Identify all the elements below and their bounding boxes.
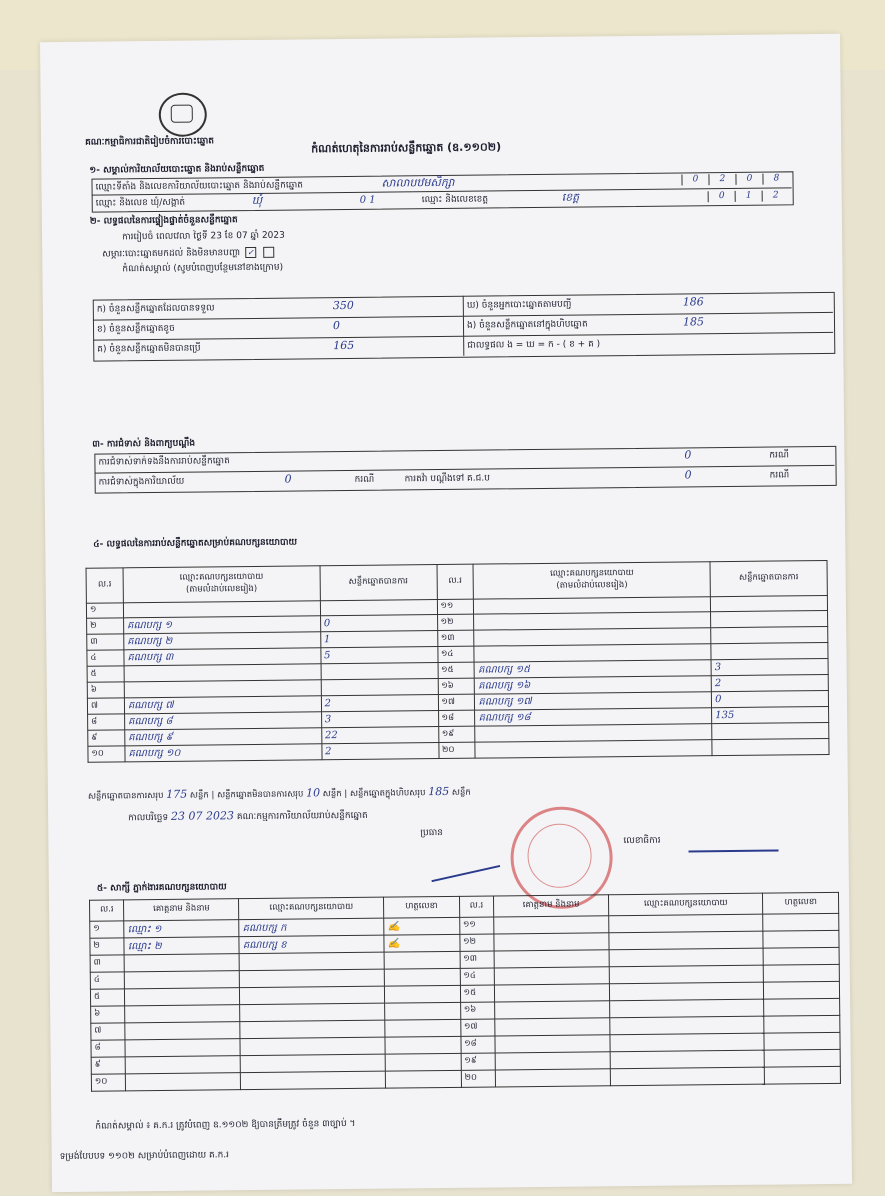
table-cell bbox=[320, 600, 437, 616]
province-value: ខេត្ត bbox=[561, 190, 580, 204]
table-cell bbox=[711, 642, 828, 659]
table-cell: ១៧ bbox=[460, 1019, 495, 1036]
col-name: គោត្តនាម និងនាម bbox=[124, 899, 239, 921]
objection2-unit: ករណី bbox=[354, 474, 375, 485]
chair-signature-icon bbox=[427, 845, 500, 882]
table-cell bbox=[125, 954, 240, 972]
org-name: គណៈកម្មាធិការជាតិរៀបចំការបោះឆ្នោត bbox=[85, 136, 215, 148]
objection1-label: ការជំទាស់ទាក់ទងនឹងការរាប់សន្លឹកឆ្នោត bbox=[98, 456, 230, 468]
table-cell bbox=[494, 933, 609, 951]
table-cell: គណបក្ស ១៥ bbox=[475, 660, 712, 678]
table-cell bbox=[385, 1002, 461, 1020]
received-value: 350 bbox=[332, 298, 354, 313]
totals-line: សន្លឹកឆ្នោតបានការសរុប 175 សន្លឹក | សន្លឹកឆ្នោតមិនបានការសរុប 10 សន្លឹក | សន្លឹកឆ្នោតក្នុងហិបសរុប 185 សន្លឹក bbox=[87, 784, 471, 802]
table-cell: ១៦ bbox=[460, 1002, 495, 1019]
section2-heading: ២- លទ្ធផលនៃការផ្ទៀងផ្ទាត់ចំនួនសន្លឹកឆ្នោត bbox=[89, 215, 238, 227]
table-cell: ១៤ bbox=[460, 968, 495, 985]
table-cell bbox=[711, 626, 828, 643]
objection2-label: ការជំទាស់ក្នុងការិយាល័យ bbox=[98, 476, 185, 488]
table-cell: ២០ bbox=[438, 742, 475, 758]
table-cell bbox=[609, 965, 764, 984]
table-cell bbox=[125, 988, 240, 1006]
table-cell bbox=[384, 951, 460, 969]
section3-heading: ៣- ការជំទាស់ និងពាក្យបណ្តឹង bbox=[92, 438, 196, 450]
table-cell bbox=[610, 1016, 765, 1035]
table-cell: 2 bbox=[322, 743, 439, 760]
table-cell bbox=[239, 952, 384, 971]
table-cell bbox=[385, 1053, 461, 1071]
table-cell: ✍ bbox=[384, 917, 460, 935]
table-cell: ៥ bbox=[87, 666, 124, 682]
table-cell: ១៥ bbox=[460, 985, 495, 1002]
table-cell bbox=[494, 950, 609, 968]
voters-value: 186 bbox=[682, 295, 704, 309]
table-cell bbox=[495, 1001, 610, 1019]
table-cell: ៥ bbox=[90, 989, 125, 1006]
table-cell: ១២ bbox=[460, 934, 495, 951]
table-cell: ១៩ bbox=[461, 1053, 496, 1070]
table-cell bbox=[385, 1070, 461, 1088]
table-cell: ២០ bbox=[461, 1070, 496, 1087]
ballot-count-form bbox=[40, 34, 852, 1192]
table-cell bbox=[385, 985, 461, 1003]
table-cell: ១១ bbox=[437, 599, 474, 614]
commune-label: ឈ្មោះ និងលេខ ឃុំ/សង្កាត់ bbox=[95, 197, 186, 209]
table-cell: ១ bbox=[86, 603, 123, 618]
complaint-value: 0 bbox=[684, 468, 692, 482]
table-cell: ៨ bbox=[91, 1040, 126, 1057]
form-title: កំណត់ហេតុនៃការរាប់សន្លឹកឆ្នោត (ឧ.១១០២) bbox=[311, 140, 502, 156]
table-cell: គណបក្ស ១៦ bbox=[475, 676, 712, 694]
table-cell: ១៥ bbox=[438, 662, 475, 678]
table-cell: ៦ bbox=[91, 1006, 126, 1023]
section1-heading: ១- សម្គាល់ការិយាល័យបោះឆ្នោត និងរាប់សន្លឹកឆ្នោត bbox=[89, 163, 265, 176]
col-party: ឈ្មោះគណបក្សនយោបាយ bbox=[608, 893, 763, 916]
objection1-unit: ករណី bbox=[769, 450, 790, 461]
table-cell bbox=[240, 969, 385, 988]
table-cell bbox=[711, 610, 828, 627]
table-cell: ៧ bbox=[91, 1023, 126, 1040]
col-party: ឈ្មោះគណបក្សនយោបាយ bbox=[239, 897, 384, 920]
table-cell bbox=[763, 930, 839, 948]
table-cell: ១០ bbox=[88, 746, 125, 762]
table-cell: ៣ bbox=[90, 955, 125, 972]
table-cell: 2 bbox=[711, 674, 828, 691]
table-cell bbox=[240, 1054, 385, 1073]
table-cell: ៤ bbox=[87, 650, 124, 666]
table-cell: ១២ bbox=[437, 614, 474, 630]
table-cell bbox=[609, 914, 764, 933]
commune-value: ឃុំ bbox=[251, 193, 263, 207]
table-cell: ឈ្មោះ ១ bbox=[124, 920, 239, 938]
table-cell bbox=[764, 1015, 840, 1033]
table-cell: 2 bbox=[321, 695, 438, 712]
table-cell: គណបក្ស ក bbox=[239, 918, 384, 937]
table-cell bbox=[240, 1003, 385, 1022]
table-cell: 0 bbox=[320, 615, 437, 632]
col-no: ល.រ bbox=[90, 900, 125, 921]
table-cell: គណបក្ស ៣ bbox=[124, 648, 321, 666]
location-label: ឈ្មោះទីតាំង និងលេខការិយាល័យបោះឆ្នោត និងរាប់សន្លឹកឆ្នោត bbox=[95, 180, 304, 193]
table-cell bbox=[765, 1066, 841, 1084]
spoiled-value: 0 bbox=[332, 319, 341, 333]
table-cell bbox=[609, 931, 764, 950]
table-cell: គណបក្ស ១០ bbox=[125, 744, 322, 762]
table-cell bbox=[763, 913, 839, 931]
table-cell: ១ bbox=[90, 921, 125, 938]
table-cell bbox=[610, 1050, 765, 1069]
table-cell: 0 bbox=[711, 690, 828, 707]
table-cell bbox=[763, 947, 839, 965]
unused-value: 165 bbox=[333, 338, 355, 353]
table-cell bbox=[125, 1005, 240, 1023]
section5-heading: ៥- សាក្សី ភ្នាក់ងារគណបក្សនយោបាយ bbox=[96, 882, 227, 894]
unused-label: គ) ចំនួនសន្លឹកឆ្នោតមិនបានប្រើ bbox=[97, 343, 201, 355]
nec-logo-icon bbox=[159, 92, 207, 137]
table-cell bbox=[241, 1071, 386, 1090]
table-cell bbox=[240, 1037, 385, 1056]
table-cell: ១៩ bbox=[438, 726, 475, 742]
chair-label: ប្រធាន bbox=[420, 828, 444, 839]
col-signature: ហត្ថលេខា bbox=[384, 896, 460, 918]
table-cell: ៣ bbox=[87, 634, 124, 650]
table-cell bbox=[126, 1056, 241, 1074]
table-cell bbox=[609, 982, 764, 1001]
secretary-label: លេខាធិការ bbox=[623, 835, 661, 847]
received-label: ក) ចំនួនសន្លឹកឆ្នោតដែលបានទទួល bbox=[96, 303, 215, 315]
table-cell bbox=[125, 971, 240, 989]
section2-line1: ការរៀបចំ ពេលវេលា ថ្ងៃទី 23 ខែ 07 ឆ្នាំ 2023 bbox=[122, 230, 285, 243]
table-cell bbox=[240, 1020, 385, 1039]
table-cell: ✍ bbox=[384, 934, 460, 952]
table-cell: គណបក្ស ខ bbox=[239, 935, 384, 954]
table-cell bbox=[495, 984, 610, 1002]
table-cell: ១៨ bbox=[461, 1036, 496, 1053]
ballotbox-label: ង) ចំនួនសន្លឹកឆ្នោតនៅក្នុងហិបឆ្នោត bbox=[466, 319, 588, 331]
table-cell: គណបក្ស ៩ bbox=[125, 728, 322, 746]
province-label: ឈ្មោះ និងលេខខេត្ត bbox=[421, 194, 489, 206]
table-cell: 22 bbox=[321, 727, 438, 744]
table-cell: ៩ bbox=[88, 730, 125, 746]
table-cell: ៨ bbox=[88, 714, 125, 730]
table-cell bbox=[610, 1067, 765, 1086]
table-cell: ១០ bbox=[91, 1074, 126, 1091]
table-cell bbox=[321, 663, 438, 680]
col-signature: ហត្ថលេខា bbox=[763, 892, 839, 914]
table-cell bbox=[494, 916, 609, 934]
objection2-value: 0 bbox=[284, 472, 292, 486]
table-cell: 135 bbox=[712, 706, 829, 723]
table-cell: ៤ bbox=[90, 972, 125, 989]
results-table bbox=[86, 560, 830, 763]
table-cell: ១៧ bbox=[438, 694, 475, 710]
col-no: ល.រ bbox=[459, 896, 494, 917]
province-code: 0 1 2 bbox=[708, 190, 789, 202]
table-cell: 3 bbox=[321, 711, 438, 728]
table-cell bbox=[764, 981, 840, 999]
table-cell bbox=[495, 1069, 610, 1087]
table-cell bbox=[765, 1049, 841, 1067]
col-votes: សន្លឹកឆ្នោតបានការ bbox=[710, 560, 827, 596]
col-no: ល.រ bbox=[437, 564, 474, 599]
ballotbox-value: 185 bbox=[682, 315, 705, 329]
table-cell: ២ bbox=[87, 618, 124, 634]
table-cell bbox=[125, 1022, 240, 1040]
table-cell bbox=[125, 1039, 240, 1057]
table-cell bbox=[126, 1073, 241, 1091]
complaint-label: ការតវ៉ា បណ្តឹងទៅ គ.ជ.ប bbox=[404, 473, 490, 485]
complaint-unit: ករណី bbox=[769, 470, 790, 481]
table-cell: គណបក្ស ២ bbox=[124, 632, 321, 650]
table-cell: ១៣ bbox=[460, 951, 495, 968]
col-party: ឈ្មោះគណបក្សនយោបាយ (តាមលំដាប់លេខរៀង) bbox=[473, 562, 710, 599]
table-cell bbox=[475, 740, 712, 758]
table-cell: គណបក្ស ១ bbox=[124, 616, 321, 634]
table-cell bbox=[609, 948, 764, 967]
table-cell: គណបក្ស ៧ bbox=[124, 696, 321, 714]
table-cell bbox=[495, 1035, 610, 1053]
table-cell bbox=[764, 964, 840, 982]
secretary-signature-icon bbox=[688, 840, 778, 853]
section2-line2: សម្ភារៈបោះឆ្នោតមកដល់ និងមិនមានបញ្ហា ✓ bbox=[102, 247, 276, 261]
table-cell: ៩ bbox=[91, 1057, 126, 1074]
table-cell bbox=[495, 1052, 610, 1070]
table-cell: គណបក្ស ១៧ bbox=[475, 692, 712, 710]
form-id: ទម្រង់បែបបទ ១១០២ សម្រាប់បំពេញដោយ គ.ក.រ bbox=[59, 1150, 230, 1163]
section4-heading: ៤- លទ្ធផលនៃការរាប់សន្លឹកឆ្នោតសម្រាប់គណបក្សនយោបាយ bbox=[93, 537, 298, 550]
table-cell bbox=[495, 1018, 610, 1036]
table-cell: គណបក្ស ៨ bbox=[125, 712, 322, 730]
col-no: ល.រ bbox=[86, 568, 123, 603]
table-cell bbox=[385, 1036, 461, 1054]
table-cell bbox=[321, 679, 438, 696]
table-cell bbox=[240, 986, 385, 1005]
table-cell: ឈ្មោះ ២ bbox=[124, 937, 239, 955]
formula: ជាលទ្ធផល ង = ឃ = ក - ( ខ + គ ) bbox=[467, 339, 601, 351]
table-cell: ១១ bbox=[459, 917, 494, 934]
table-cell: ១៨ bbox=[438, 710, 475, 726]
objection1-value: 0 bbox=[684, 448, 692, 462]
section2-note: កំណត់សម្គាល់ (សូមបំពេញបន្ថែមនៅខាងក្រោម) bbox=[122, 262, 284, 275]
table-cell bbox=[712, 738, 829, 755]
table-cell: 1 bbox=[320, 631, 437, 648]
table-cell bbox=[384, 968, 460, 986]
table-cell bbox=[764, 1032, 840, 1050]
table-cell: ៧ bbox=[87, 698, 124, 714]
table-cell bbox=[712, 722, 829, 739]
agents-table bbox=[89, 892, 841, 1092]
table-cell: ២ bbox=[90, 938, 125, 955]
table-cell bbox=[385, 1019, 461, 1037]
table-cell: 3 bbox=[711, 658, 828, 675]
table-cell: 5 bbox=[321, 647, 438, 664]
table-cell: ១៦ bbox=[438, 678, 475, 694]
col-name: គោត្តនាម និងនាម bbox=[494, 895, 609, 917]
table-cell: ១៣ bbox=[437, 630, 474, 646]
voters-label: ឃ) ចំនួនអ្នកបោះឆ្នោតតាមបញ្ជី bbox=[466, 299, 572, 311]
table-cell bbox=[610, 1033, 765, 1052]
spoiled-label: ខ) ចំនួនសន្លឹកឆ្នោតខូច bbox=[96, 323, 175, 335]
table-cell: គណបក្ស ១៨ bbox=[475, 708, 712, 726]
table-cell: ១៤ bbox=[437, 646, 474, 662]
commune-code: 0 1 bbox=[359, 194, 376, 206]
table-cell bbox=[764, 998, 840, 1016]
table-cell: ៦ bbox=[87, 682, 124, 698]
table-cell bbox=[610, 999, 765, 1018]
location-value: សាលាបឋមសិក្សា bbox=[381, 175, 455, 190]
date-line: កាលបរិច្ឆេទ 23 07 2023 គណៈកម្មការការិយាល័យរាប់សន្លឹកឆ្នោត bbox=[128, 809, 368, 824]
table-cell bbox=[710, 595, 827, 611]
location-code: 0 2 0 8 bbox=[681, 173, 789, 185]
col-party: ឈ្មោះគណបក្សនយោបាយ (តាមលំដាប់លេខរៀង) bbox=[123, 566, 320, 603]
footer-note: កំណត់សម្គាល់ ៖ គ.ក.រ ត្រូវបំពេញ ឧ.១១០២ ឱ្យបានត្រឹមត្រូវ ចំនួន ៣ច្បាប់ ។ bbox=[95, 1118, 356, 1132]
col-votes: សន្លឹកឆ្នោតបានការ bbox=[320, 565, 437, 601]
table-cell bbox=[494, 967, 609, 985]
